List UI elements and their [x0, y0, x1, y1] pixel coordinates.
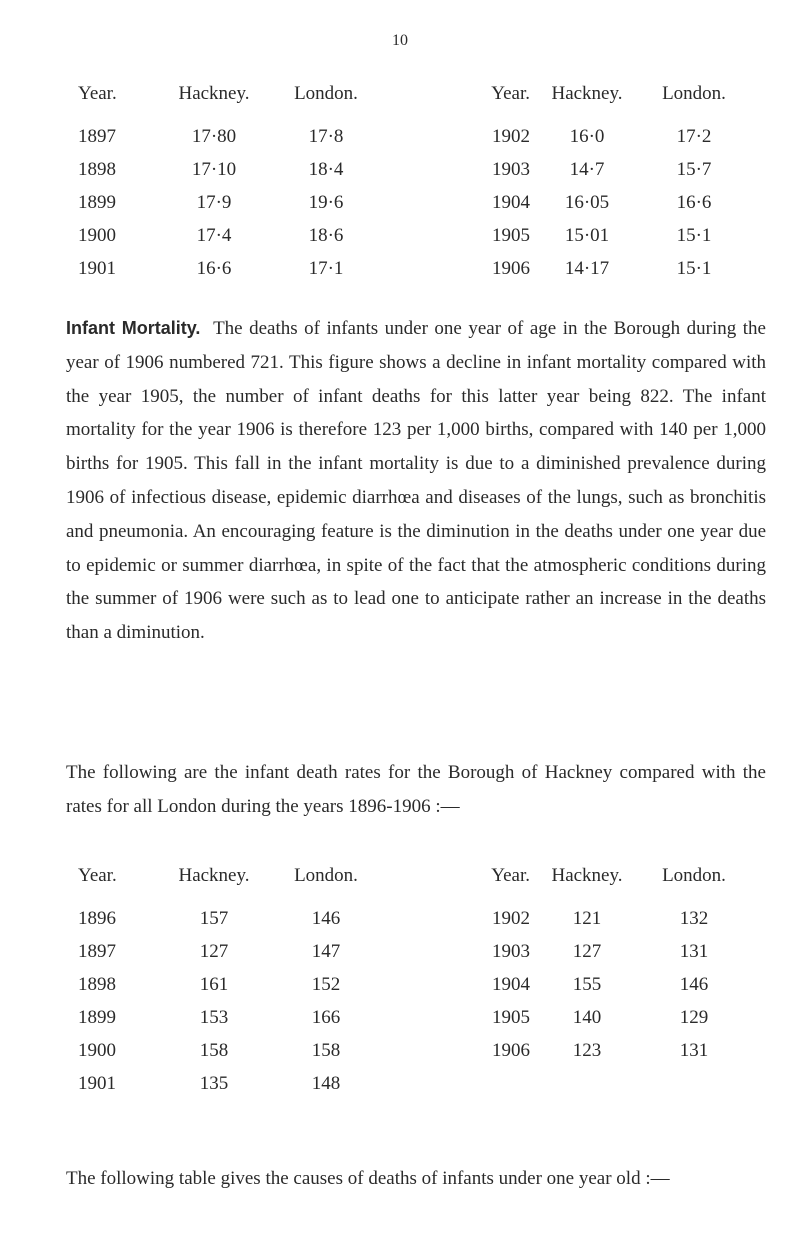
table-cell: 158 [199, 1039, 229, 1061]
table-cell: 1899 [78, 191, 116, 213]
table-cell [530, 1067, 644, 1100]
table-cell: 17·1 [308, 257, 344, 279]
table-cell: 1898 [78, 158, 116, 180]
infant-death-rate-table [78, 858, 744, 1100]
table-cell: 148 [311, 1072, 341, 1094]
header-london: London. [662, 865, 726, 886]
infant-death-rates-intro: The following are the infant death rates for the Borough of Hackney compared with the rates for all London during the years 1896-1906 :— [66, 762, 766, 817]
table-cell: 1897 [78, 940, 116, 962]
table-cell: 19·6 [308, 191, 344, 213]
table-row [78, 153, 744, 186]
table-cell: 17·9 [196, 191, 232, 213]
table-row [78, 252, 744, 285]
table-cell: 127 [572, 940, 602, 962]
table-row [78, 219, 744, 252]
table-cell: 1905 [492, 1006, 530, 1028]
header-london: London. [294, 83, 358, 104]
infant-mortality-paragraph [66, 312, 766, 650]
table-cell: 1901 [78, 1072, 116, 1094]
table-cell: 157 [199, 907, 229, 929]
header-year: Year. [491, 83, 530, 104]
table-cell: 158 [311, 1039, 341, 1061]
table-cell: 15·1 [676, 257, 712, 279]
table-row [78, 186, 744, 219]
table-cell: 15·1 [676, 224, 712, 246]
table-cell: 121 [572, 907, 602, 929]
table-cell [644, 1067, 744, 1100]
table-cell: 166 [311, 1006, 341, 1028]
header-hackney: Hackney. [178, 865, 250, 886]
table-cell: 17·4 [196, 224, 232, 246]
table-cell: 123 [572, 1039, 602, 1061]
table-cell: 16·0 [569, 125, 605, 147]
page-number: 10 [392, 32, 408, 49]
table-cell: 127 [199, 940, 229, 962]
header-london: London. [662, 83, 726, 104]
table-cell: 18·6 [308, 224, 344, 246]
table-cell: 131 [679, 940, 709, 962]
table-cell: 1906 [492, 257, 530, 279]
header-hackney: Hackney. [178, 83, 250, 104]
table-cell: 15·7 [676, 158, 712, 180]
table-cell: 14·17 [564, 257, 610, 279]
table-row [78, 1067, 744, 1100]
table-cell: 17·10 [191, 158, 237, 180]
death-rate-table [78, 76, 744, 285]
table-header-row [78, 76, 744, 120]
table-cell: 135 [199, 1072, 229, 1094]
table-cell: 1902 [492, 907, 530, 929]
table-header-row [78, 858, 744, 902]
table-cell: 14·7 [569, 158, 605, 180]
table-cell: 1901 [78, 257, 116, 279]
table-cell: 161 [199, 973, 229, 995]
table-cell: 146 [311, 907, 341, 929]
table-cell: 1905 [492, 224, 530, 246]
table-cell: 1902 [492, 125, 530, 147]
table-row [78, 968, 744, 1001]
table-row [78, 902, 744, 935]
table-cell: 16·05 [564, 191, 610, 213]
header-year: Year. [78, 865, 117, 886]
causes-table-intro: The following table gives the causes of deaths of infants under one year old :— [66, 1168, 670, 1189]
table-cell: 1896 [78, 907, 116, 929]
table-cell: 17·80 [191, 125, 237, 147]
table-cell: 16·6 [196, 257, 232, 279]
table-cell: 146 [679, 973, 709, 995]
table-cell: 129 [679, 1006, 709, 1028]
table-cell: 152 [311, 973, 341, 995]
table-cell: 140 [572, 1006, 602, 1028]
header-year: Year. [491, 865, 530, 886]
table-row [78, 935, 744, 968]
table-cell: 155 [572, 973, 602, 995]
table-cell: 132 [679, 907, 709, 929]
table-cell: 153 [199, 1006, 229, 1028]
section-heading: Infant Mortality. [66, 318, 201, 338]
table-cell: 131 [679, 1039, 709, 1061]
table-cell: 1903 [492, 940, 530, 962]
header-hackney: Hackney. [551, 83, 623, 104]
header-year: Year. [78, 83, 117, 104]
header-london: London. [294, 865, 358, 886]
table-cell: 17·8 [308, 125, 344, 147]
table-row [78, 1001, 744, 1034]
table-cell: 1897 [78, 125, 116, 147]
table-cell: 15·01 [564, 224, 610, 246]
paragraph-text: The deaths of infants under one year of age in the Borough during the year of 1906 numbered 721. This figure shows a decline in infant mortality compared with the year 1905, the number of infant deaths for this latter year being 822. The infant mortality for the year 1906 is therefore 123 per 1,000 births, compared with 140 per 1,000 births for 1905. This fall in the infant mortality is due to a diminished prevalence during 1906 of infectious disease, epidemic diarrhœa and diseases of the lungs, such as bronchitis and pneumonia. An encouraging feature is the diminution in the deaths under one year due to epidemic or summer diarrhœa, in spite of the fact that the atmospheric conditions during the summer of 1906 were such as to lead one to anticipate rather an increase in the deaths than a diminution. [66, 318, 766, 644]
header-hackney: Hackney. [551, 865, 623, 886]
table-row [78, 120, 744, 153]
table-cell: 16·6 [676, 191, 712, 213]
table-cell: 1899 [78, 1006, 116, 1028]
table-row [78, 1034, 744, 1067]
table-cell: 1906 [492, 1039, 530, 1061]
table-cell: 147 [311, 940, 341, 962]
table-cell: 1900 [78, 224, 116, 246]
table-cell: 1900 [78, 1039, 116, 1061]
table-cell: 18·4 [308, 158, 344, 180]
table-cell: 17·2 [676, 125, 712, 147]
table-cell: 1903 [492, 158, 530, 180]
table-cell: 1904 [492, 973, 530, 995]
table-cell: 1898 [78, 973, 116, 995]
table-cell: 1904 [492, 191, 530, 213]
table-cell [386, 1067, 530, 1100]
